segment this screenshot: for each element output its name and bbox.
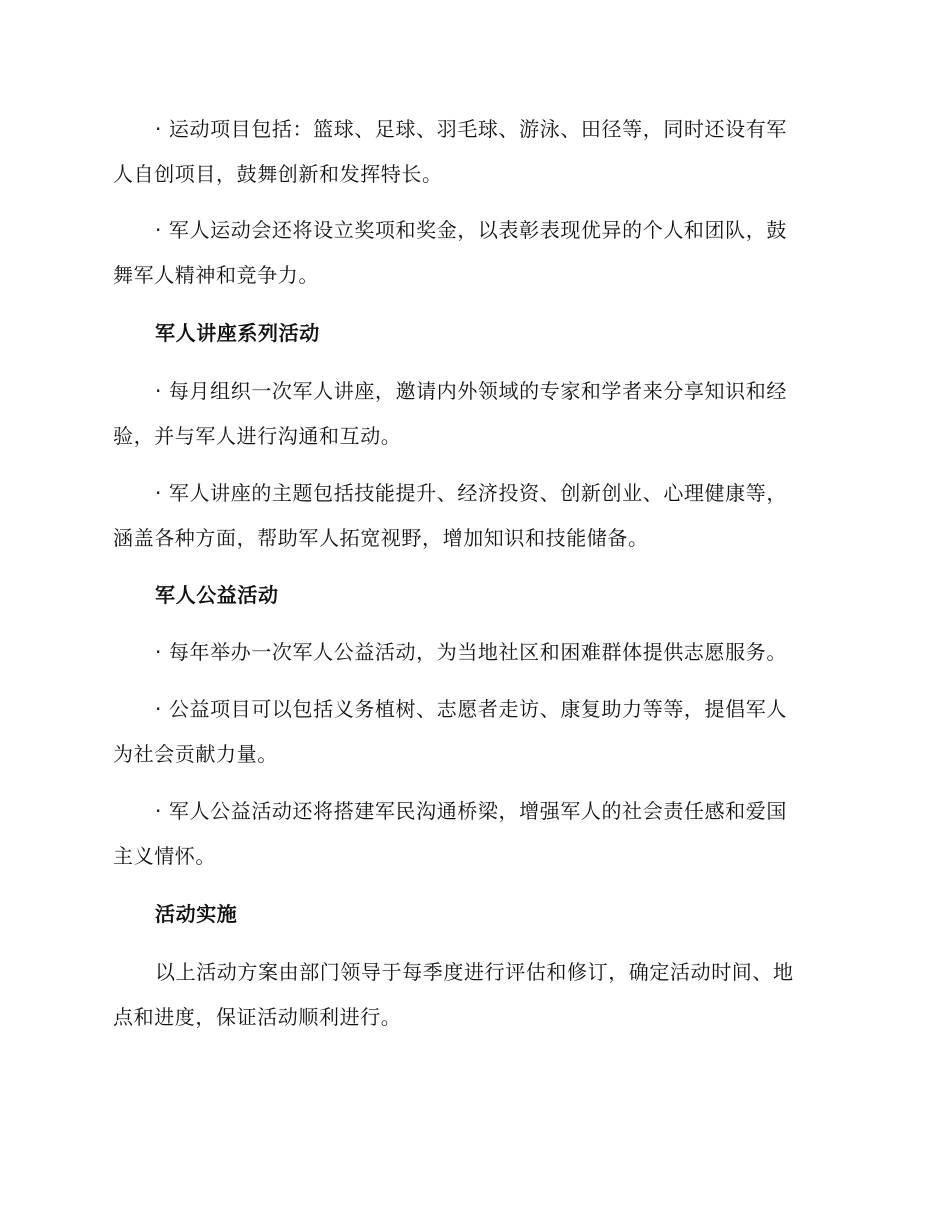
text-line: 涵盖各种方面，帮助军人拓宽视野，增加知识和技能储备。: [113, 526, 649, 550]
bullet-paragraph-awards: [113, 208, 833, 298]
body-paragraph-implementation: [113, 950, 833, 1040]
text-line: 验，并与军人进行沟通和互动。: [113, 424, 402, 448]
bullet-paragraph-lecture-topics: [113, 471, 833, 561]
text-line: · 军人讲座的主题包括技能提升、经济投资、创新创业、心理健康等，: [155, 481, 787, 505]
text-line: · 每年举办一次军人公益活动，为当地社区和困难群体提供志愿服务。: [155, 640, 787, 664]
text-line: · 每月组织一次军人讲座，邀请内外领域的专家和学者来分享知识和经: [155, 379, 787, 403]
text-line: · 军人运动会还将设立奖项和奖金，以表彰表现优异的个人和团队，鼓: [155, 218, 787, 242]
heading-text: 军人讲座系列活动: [155, 321, 320, 345]
text-line: · 军人公益活动还将搭建军民沟通桥梁，增强军人的社会责任感和爱国: [155, 799, 787, 823]
text-line: 人自创项目，鼓舞创新和发挥特长。: [113, 162, 443, 186]
text-line: 舞军人精神和竞争力。: [113, 263, 319, 287]
bullet-paragraph-annual-welfare: [113, 630, 833, 675]
text-line: 点和进度，保证活动顺利进行。: [113, 1005, 402, 1029]
text-line: 以上活动方案由部门领导于每季度进行评估和修订，确定活动时间、地: [155, 960, 794, 984]
text-line: · 运动项目包括：篮球、足球、羽毛球、游泳、田径等，同时还设有军: [155, 117, 787, 141]
heading-text: 活动实施: [155, 902, 238, 926]
bullet-paragraph-civil-military-bridge: [113, 789, 833, 879]
text-line: · 公益项目可以包括义务植树、志愿者走访、康复助力等等，提倡军人: [155, 697, 787, 721]
bullet-paragraph-sports-items: [113, 107, 833, 197]
bullet-paragraph-welfare-projects: [113, 687, 833, 777]
heading-text: 军人公益活动: [155, 583, 279, 607]
section-heading-public-welfare: [113, 573, 833, 618]
text-line: 主义情怀。: [113, 844, 216, 868]
section-heading-lectures: [113, 311, 833, 356]
bullet-paragraph-monthly-lecture: [113, 369, 833, 459]
text-line: 为社会贡献力量。: [113, 742, 278, 766]
section-heading-implementation: [113, 892, 833, 937]
